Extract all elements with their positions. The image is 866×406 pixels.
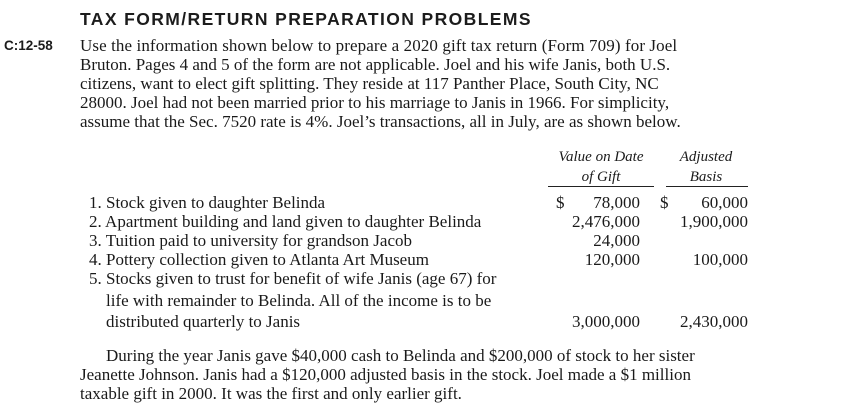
value-dollar-sign: $ [556, 193, 565, 212]
adjusted-basis: 100,000 [692, 250, 748, 269]
basis-dollar-sign: $ [660, 193, 669, 212]
gift-value: 120,000 [584, 250, 640, 269]
gift-value: 3,000,000 [572, 312, 640, 331]
gift-value: 24,000 [593, 231, 640, 250]
gift-item-label-continued: distributed quarterly to Janis [106, 312, 301, 331]
gift-item-label: 5. Stocks given to trust for benefit of wife Janis (age 67) for [89, 269, 497, 288]
gift-item-label: 3. Tuition paid to university for grandson Jacob [89, 231, 412, 250]
gift-item-label-continued: life with remainder to Belinda. All of the income is to be [106, 291, 492, 310]
closing-paragraph [80, 346, 695, 403]
intro-line: citizens, want to elect gift splitting. They reside at 117 Panther Place, South City, NC [80, 74, 659, 93]
intro-line: Use the information shown below to prepare a 2020 gift tax return (Form 709) for Joel [80, 36, 678, 55]
value-header-line: of Gift [581, 169, 621, 185]
intro-line: assume that the Sec. 7520 rate is 4%. Joel’s transactions, all in July, are as shown below. [80, 112, 681, 131]
gift-item-label: 4. Pottery collection given to Atlanta Art Museum [89, 250, 429, 269]
gift-value: 78,000 [593, 193, 640, 212]
intro-line: 28000. Joel had not been married prior to his marriage to Janis in 1966. For simplicity, [80, 93, 670, 112]
section-heading: TAX FORM/RETURN PREPARATION PROBLEMS [80, 9, 532, 29]
problem-number: C:12-58 [4, 38, 53, 53]
value-header-rule [548, 186, 654, 187]
gift-item-label: 2. Apartment building and land given to daughter Belinda [89, 212, 482, 231]
gift-item-label: 1. Stock given to daughter Belinda [89, 193, 326, 212]
closing-line: During the year Janis gave $40,000 cash to Belinda and $200,000 of stock to her sister [106, 346, 695, 365]
basis-header-rule [666, 186, 748, 187]
basis-column-header [664, 147, 748, 187]
adjusted-basis: 2,430,000 [680, 312, 748, 331]
adjusted-basis: 60,000 [701, 193, 748, 212]
adjusted-basis: 1,900,000 [680, 212, 748, 231]
basis-header-line: Basis [689, 169, 723, 185]
intro-line: Bruton. Pages 4 and 5 of the form are not applicable. Joel and his wife Janis, both U.S. [80, 55, 671, 74]
closing-line: taxable gift in 2000. It was the first and only earlier gift. [80, 384, 462, 403]
value-column-header [546, 147, 656, 187]
value-header-line: Value on Date [558, 149, 644, 165]
problem-intro [80, 36, 752, 131]
basis-header-line: Adjusted [679, 149, 733, 165]
gift-value: 2,476,000 [572, 212, 640, 231]
closing-line: Jeanette Johnson. Janis had a $120,000 adjusted basis in the stock. Joel made a $1 million [80, 365, 691, 384]
